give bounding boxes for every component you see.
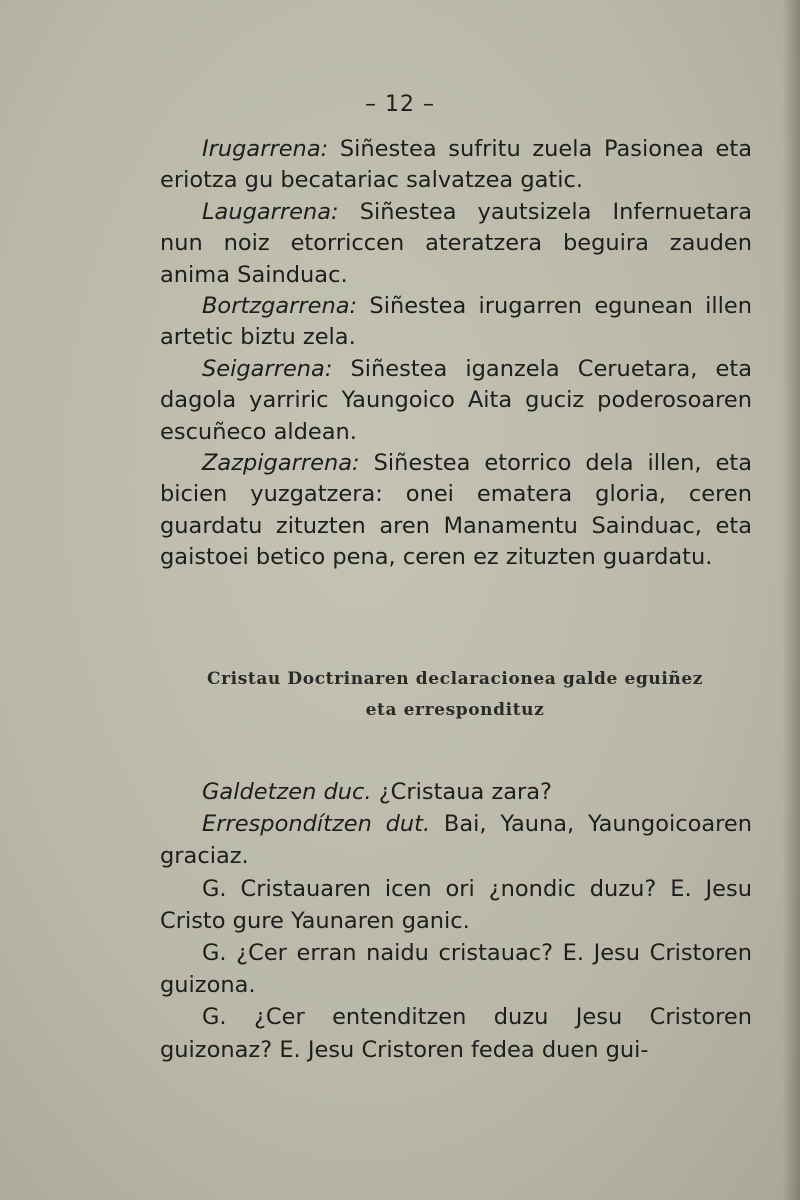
- dialog-line: [160, 1001, 752, 1065]
- dialog-line: [160, 873, 752, 937]
- dialog-text: ¿Cristaua zara?: [371, 779, 552, 805]
- paragraph-text: Siñestea etorrico dela illen, eta bicien yuzgatzera: onei ematera gloria, ceren guardatu zituzten aren Manamentu Sainduac, eta gaistoei betico pena, ceren ez zituzten guardatu.: [160, 450, 752, 571]
- dialog-line: [160, 808, 752, 872]
- paragraph-text: Siñestea sufritu zuela Pasionea eta eriotza gu becatariac salvatzea gatic.: [160, 136, 752, 194]
- paragraph-lead: Seigarrena:: [202, 355, 333, 382]
- paragraph: [160, 448, 752, 574]
- page-edge-shadow: [782, 0, 800, 1200]
- creed-articles: [160, 134, 752, 574]
- section-heading: [150, 664, 760, 726]
- paragraph-lead: Bortzgarrena:: [202, 293, 358, 320]
- dialog-lead: Galdetzen duc.: [202, 779, 372, 805]
- paragraph: [160, 354, 752, 448]
- dialog-text: Bai, Yauna, Yaungoicoaren graciaz.: [160, 811, 753, 870]
- page-number: – 12 –: [365, 92, 435, 117]
- paragraph-text: Siñestea irugarren egunean illen artetic biztu zela.: [160, 293, 752, 351]
- catechism-dialog: [160, 776, 752, 1066]
- paragraph: [160, 197, 752, 291]
- dialog-text: G. Cristauaren icen ori ¿nondic duzu? E. Jesu Cristo gure Yaunaren ganic.: [160, 875, 752, 934]
- paragraph-text: Siñestea iganzela Ceruetara, eta dagola yarriric Yaungoico Aita guciz poderosoaren escuñeco aldean.: [160, 355, 752, 445]
- dialog-lead: Errespondítzen dut.: [202, 811, 431, 838]
- dialog-line: [160, 776, 752, 808]
- paragraph-lead: Irugarrena:: [202, 136, 329, 162]
- paragraph: [160, 291, 752, 354]
- paragraph-text: Siñestea yautsizela Infernuetara nun noiz etorriccen ateratzera beguira zauden anima Sainduac.: [160, 198, 752, 288]
- paragraph-lead: Laugarrena:: [202, 198, 339, 225]
- dialog-text: G. ¿Cer erran naidu cristauac? E. Jesu Cristoren guizona.: [160, 940, 752, 999]
- dialog-line: [160, 937, 752, 1001]
- section-heading-line: eta errespondituz: [365, 700, 545, 720]
- paragraph-lead: Zazpigarrena:: [202, 450, 360, 477]
- dialog-text: G. ¿Cer entenditzen duzu Jesu Cristoren guizonaz? E. Jesu Cristoren fedea duen gui-: [160, 1004, 752, 1063]
- section-heading-line: Cristau Doctrinaren declaracionea galde eguiñez: [206, 669, 704, 689]
- paragraph: [160, 134, 752, 197]
